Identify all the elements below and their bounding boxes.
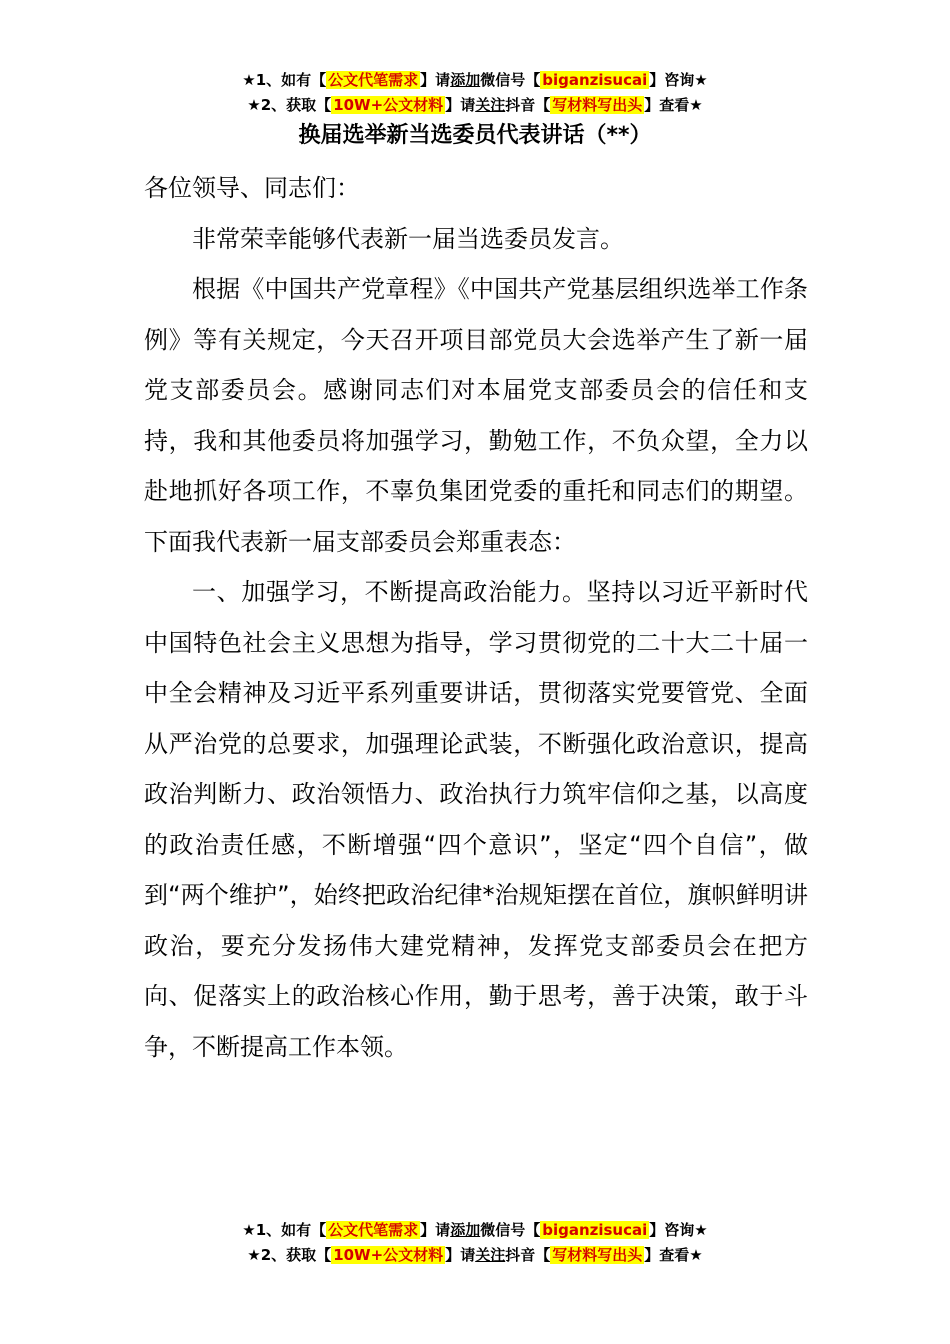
document-body: [144, 163, 808, 1072]
promo-banner-top: [0, 68, 950, 118]
highlight-wechat-id: biganzisucai: [542, 1221, 648, 1239]
promo-banner-bottom: [0, 1218, 950, 1268]
paragraph-2: 根据《中国共产党章程》《中国共产党基层组织选举工作条例》等有关规定，今天召开项目部党员大会选举产生了新一届党支部委员会。感谢同志们对本届党支部委员会的信任和支持，我和其他委员将加强学习，勤勉工作，不负众望，全力以赴地抓好各项工作，不辜负集团党委的重托和同志们的期望。下面我代表新一届支部委员会郑重表态：: [144, 275, 808, 556]
highlight-douyin-id: 写材料写出头: [552, 1246, 643, 1264]
promo-line-2: ★2、获取【 10W+公文材料 】请关注抖音【 写材料写出头 】查看★: [247, 96, 703, 114]
highlight-douyin-id: 写材料写出头: [552, 96, 643, 114]
highlight-materials: 10W+公文材料: [333, 1246, 444, 1264]
promo-line-2: ★2、获取【 10W+公文材料 】请关注抖音【 写材料写出头 】查看★: [247, 1246, 703, 1264]
paragraph-3: 一、加强学习，不断提高政治能力。坚持以习近平新时代中国特色社会主义思想为指导，学习贯彻党的二十大二十届一中全会精神及习近平系列重要讲话，贯彻落实党要管党、全面从严治党的总要求，加强理论武装，不断强化政治意识，提高政治判断力、政治领悟力、政治执行力筑牢信仰之基，以高度的政治责任感，不断增强“四个意识”，坚定“四个自信”，做到“两个维护”，始终把政治纪律*治规矩摆在首位，旗帜鲜明讲政治，要充分发扬伟大建党精神，发挥党支部委员会在把方向、促落实上的政治核心作用，勤于思考，善于决策，敢于斗争，不断提高工作本领。: [144, 578, 808, 1061]
salutation: 各位领导、同志们：: [144, 174, 360, 202]
paragraph-1: 非常荣幸能够代表新一届当选委员发言。: [192, 224, 624, 253]
highlight-service: 公文代笔需求: [328, 71, 419, 89]
highlight-service: 公文代笔需求: [328, 1221, 419, 1239]
document-title: 换届选举新当选委员代表讲话（**）: [298, 123, 652, 148]
highlight-wechat-id: biganzisucai: [542, 71, 648, 89]
promo-line-1: ★1、如有【 公文代笔需求 】请添加微信号【 biganzisucai 】咨询★: [242, 1221, 708, 1239]
highlight-materials: 10W+公文材料: [333, 96, 444, 114]
promo-line-1: ★1、如有【 公文代笔需求 】请添加微信号【 biganzisucai 】咨询★: [242, 71, 708, 89]
